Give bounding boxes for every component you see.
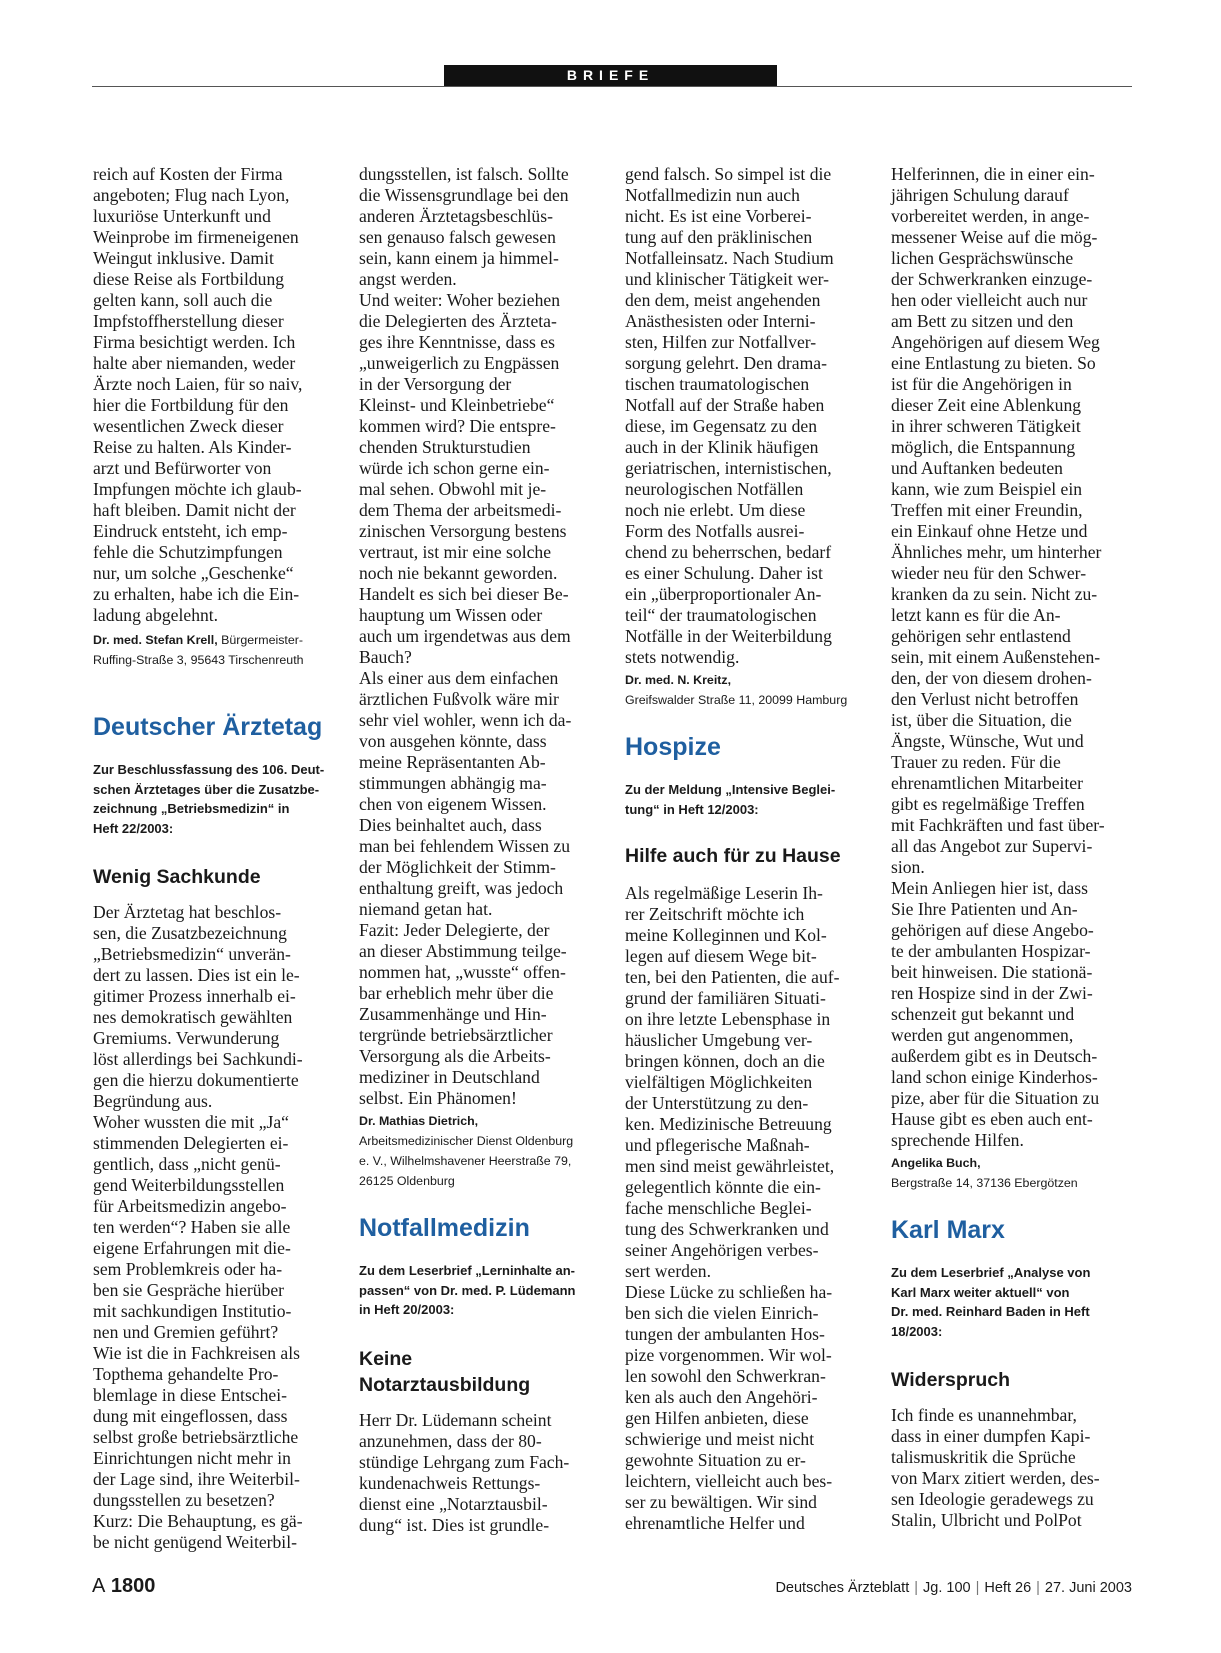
text-line: Ich finde es unannehmbar, [891, 1405, 1077, 1425]
text-line: Dies beinhaltet auch, dass [359, 815, 542, 835]
text-line: sten, Hilfen zur Notfallver- [625, 332, 817, 352]
text-line: gehörigen sehr entlastend [891, 626, 1071, 646]
text-line: Versorgung als die Arbeits- [359, 1046, 551, 1066]
text-line: Arbeitsmedizinischer Dienst Oldenburg [359, 1134, 574, 1148]
text-line: tung des Schwerkranken und [625, 1219, 829, 1239]
text-line: hier die Fortbildung für den [93, 395, 289, 415]
text-line: den, der von diesem drohen- [891, 668, 1092, 688]
text-line: vorbereitet werden, in ange- [891, 206, 1090, 226]
text-line: der Schwerkranken einzuge- [891, 269, 1093, 289]
text-line: passen“ von Dr. med. P. Lüdemann [359, 1282, 576, 1298]
text-line: beit hinweisen. Die stationä- [891, 962, 1093, 982]
text-line: anderen Ärztetagsbeschlüs- [359, 206, 553, 226]
text-line: ein „überproportionaler An- [625, 584, 822, 604]
text-line: Angehörigen auf diesem Weg [891, 332, 1100, 352]
text-line: tungen der ambulanten Hos- [625, 1324, 825, 1344]
text-line: außerdem gibt es in Deutsch- [891, 1046, 1098, 1066]
signature-address [359, 1131, 611, 1191]
text-line: gen die hierzu dokumentierte [93, 1070, 299, 1090]
text-line: chen von eigenem Wissen. [359, 794, 547, 814]
text-line: Zu der Meldung „Intensive Beglei- [625, 782, 836, 797]
text-line: leichtern, vielleicht auch bes- [625, 1471, 833, 1491]
text-line: gelten kann, soll auch die [93, 290, 273, 310]
text-line: meine Repräsentanten Ab- [359, 752, 546, 772]
text-line: Zu dem Leserbrief „Lerninhalte an- [359, 1263, 575, 1278]
text-line: mal sehen. Obwohl mit je- [359, 479, 547, 499]
text-line: pize, aber für die Situation zu [891, 1088, 1100, 1108]
text-line: Notarztausbildung [359, 1373, 531, 1396]
text-line: Notfälle in der Weiterbildung [625, 626, 832, 646]
text-line: und klinischer Tätigkeit wer- [625, 269, 830, 289]
letter-text [891, 164, 1143, 1151]
text-line: und Auftanken bedeuten [891, 458, 1063, 478]
text-line: sehr viel wohler, wenn ich da- [359, 710, 572, 730]
text-line: wesentlichen Zweck dieser [93, 416, 284, 436]
text-line: Begründung aus. [93, 1091, 213, 1111]
section-heading: Hospize [625, 733, 721, 761]
text-line: ehrenamtlichen Mitarbeiter [891, 773, 1083, 793]
text-line: Eindruck entsteht, ich emp- [93, 521, 288, 541]
text-line: Und weiter: Woher beziehen [359, 290, 560, 310]
text-line: es einer Schulung. Daher ist [625, 563, 823, 583]
text-line: Topthema gehandelte Pro- [93, 1364, 279, 1384]
letter-text [891, 1405, 1143, 1531]
text-line: gibt es regelmäßige Treffen [891, 794, 1085, 814]
letter-headline: Hilfe auch für zu Hause [625, 845, 841, 867]
text-line: nur, um solche „Geschenke“ [93, 563, 294, 583]
text-line: grund der familiären Situati- [625, 988, 826, 1008]
signature-address: Bergstraße 14, 37136 Ebergötzen [891, 1176, 1078, 1190]
text-line: ladung abgelehnt. [93, 605, 219, 625]
text-line: Kurz: Die Behauptung, es gä- [93, 1511, 303, 1531]
text-line: Als einer aus dem einfachen [359, 668, 559, 688]
text-line: stimmenden Delegierten ei- [93, 1133, 289, 1153]
text-line: noch nie erlebt. Um diese [625, 500, 806, 520]
text-line: Wie ist die in Fachkreisen als [93, 1343, 300, 1363]
text-line: Der Ärztetag hat beschlos- [93, 902, 282, 922]
text-line: hen oder vielleicht auch nur [891, 290, 1088, 310]
text-line: ken. Medizinische Betreuung [625, 1114, 832, 1134]
text-line: jährigen Schulung darauf [891, 185, 1069, 205]
text-line: in der Versorgung der [359, 374, 512, 394]
text-line: chenden Strukturstudien [359, 437, 531, 457]
text-line: gitimer Prozess innerhalb ei- [93, 986, 296, 1006]
text-line: der Lage sind, ihre Weiterbil- [93, 1469, 300, 1489]
text-line: gen Hilfen anbieten, diese [625, 1408, 809, 1428]
section-tab: BRIEFE [444, 65, 777, 86]
text-line: Treffen mit einer Freundin, [891, 500, 1083, 520]
text-line: löst allerdings bei Sachkundi- [93, 1049, 303, 1069]
text-line: sion. [891, 857, 925, 877]
text-line: kundenachweis Rettungs- [359, 1472, 541, 1493]
text-line: Kleinst- und Kleinbetriebe“ [359, 395, 555, 415]
text-line: am Bett zu sitzen und den [891, 311, 1074, 331]
text-line: würde ich schon gerne ein- [359, 458, 550, 478]
text-line: der Unterstützung zu den- [625, 1093, 809, 1113]
text-line: Impfstoffherstellung dieser [93, 311, 284, 331]
text-line: seiner Angehörigen verbes- [625, 1240, 819, 1260]
text-line: all das Angebot zur Supervi- [891, 836, 1093, 856]
text-line: von ausgehen könnte, dass [359, 731, 547, 751]
text-line: den Verlust nicht betroffen [891, 689, 1079, 709]
text-line: Zur Beschlussfassung des 106. Deut- [93, 762, 325, 777]
text-line: kranken da zu sein. Nicht zu- [891, 584, 1098, 604]
text-line: auch in der Klinik häufigen [625, 437, 819, 457]
text-line: noch nie bekannt geworden. [359, 563, 558, 583]
section-heading: Deutscher Ärztetag [93, 713, 323, 741]
text-line: Stalin, Ulbricht und PolPot [891, 1510, 1082, 1530]
text-line: fache menschliche Beglei- [625, 1198, 812, 1218]
text-line: der Möglichkeit der Stimm- [359, 857, 556, 877]
text-line: den dem, meist angehenden [625, 290, 821, 310]
text-line: gend Weiterbildungsstellen [93, 1175, 285, 1195]
text-line: sprechende Hilfen. [891, 1130, 1024, 1150]
text-line: haft bleiben. Damit nicht der [93, 500, 296, 520]
letter-headline: Widerspruch [891, 1369, 1011, 1391]
text-line: „unweigerlich zu Engpässen [359, 353, 560, 373]
text-line: stimmungen abhängig ma- [359, 773, 547, 793]
text-line: ken als auch den Angehöri- [625, 1387, 818, 1407]
text-line: dung“ ist. Dies ist grundle- [359, 1514, 550, 1535]
text-line: von Marx zitiert werden, des- [891, 1468, 1100, 1488]
text-line: in Heft 20/2003: [359, 1302, 455, 1317]
text-line: dung mit eingeflossen, dass [93, 1406, 288, 1426]
text-line: niemand getan hat. [359, 899, 493, 919]
text-line: möglich, die Entspannung [891, 437, 1076, 457]
text-line: 26125 Oldenburg [359, 1174, 455, 1188]
text-line: chend zu beherrschen, bedarf [625, 542, 832, 562]
text-line: in ihrer schweren Tätigkeit [891, 416, 1081, 436]
text-line: Zusammenhänge und Hin- [359, 1004, 547, 1024]
letter-intro [625, 780, 877, 819]
text-line: gehörigen auf diese Angebo- [891, 920, 1094, 940]
text-line: zinischen Versorgung bestens [359, 521, 567, 541]
text-line: eine Entlastung zu bieten. So [891, 353, 1096, 373]
column-4 [891, 164, 1143, 1531]
letter-intro [359, 1261, 611, 1320]
text-line: tischen traumatologischen [625, 374, 810, 394]
text-line: ten werden“? Haben sie alle [93, 1217, 291, 1237]
text-line: sein, kann einem ja himmel- [359, 248, 559, 268]
text-line: Ärzte noch Laien, für so naiv, [93, 374, 303, 394]
letter-headline: Wenig Sachkunde [93, 866, 261, 888]
text-line: man bei fehlendem Wissen zu [359, 836, 571, 856]
text-line: dass in einer dumpfen Kapi- [891, 1426, 1091, 1446]
text-line: sem Problemkreis oder ha- [93, 1259, 283, 1279]
text-line: lichen Gesprächswünsche [891, 248, 1074, 268]
text-line: fehle die Schutzimpfungen [93, 542, 283, 562]
text-line: diese, im Gegensatz zu den [625, 416, 817, 436]
text-line: teil“ der traumatologischen [625, 605, 817, 625]
text-line: sen, die Zusatzbezeichnung [93, 923, 287, 943]
text-line: ein Einkauf ohne Hetze und [891, 521, 1088, 541]
text-line: nes demokratisch gewählten [93, 1007, 293, 1027]
text-line: nommen hat, „wusste“ offen- [359, 962, 566, 982]
signature: Angelika Buch, [891, 1156, 981, 1170]
signature-address: Greifswalder Straße 11, 20099 Hamburg [625, 693, 848, 707]
text-line: mit sachkundigen Institutio- [93, 1301, 292, 1321]
text-line: len sowohl den Schwerkran- [625, 1366, 826, 1386]
text-line: Notfalleinsatz. Nach Studium [625, 248, 834, 268]
text-line: „Betriebsmedizin“ unverän- [93, 944, 291, 964]
letter-headline [359, 1346, 611, 1398]
text-line: kommen wird? Die entspre- [359, 416, 556, 436]
text-line: pize vorgenommen. Wir wol- [625, 1345, 832, 1365]
text-line: e. V., Wilhelmshavener Heerstraße 79, [359, 1154, 572, 1168]
text-line: Zu dem Leserbrief „Analyse von [891, 1265, 1091, 1280]
text-line: tergründe betriebsärztlicher [359, 1025, 553, 1045]
header-rule [92, 86, 1132, 87]
text-line: eigene Erfahrungen mit die- [93, 1238, 291, 1258]
text-line: anzunehmen, dass der 80- [359, 1430, 542, 1451]
text-line: zu erhalten, habe ich die Ein- [93, 584, 300, 604]
text-line: dungsstellen zu besetzen? [93, 1490, 275, 1510]
text-line: sorgung gelehrt. Den drama- [625, 353, 827, 373]
text-line: Anästhesisten oder Interni- [625, 311, 816, 331]
text-line: Gremiums. Verwunderung [93, 1028, 280, 1048]
text-line: geriatrischen, internistischen, [625, 458, 832, 478]
text-line: selbst große betriebsärztliche [93, 1427, 299, 1447]
text-line: sein, mit einem Außenstehen- [891, 647, 1101, 667]
text-line: Notfallmedizin nun auch [625, 185, 800, 205]
text-line: die Delegierten des Ärzteta- [359, 311, 557, 331]
text-line: ist für die Angehörigen in [891, 374, 1072, 394]
text-line: diese Reise als Fortbildung [93, 269, 285, 289]
section-heading: Karl Marx [891, 1216, 1005, 1244]
text-line: 18/2003: [891, 1323, 943, 1339]
text-line: stets notwendig. [625, 647, 740, 667]
letter-text [359, 164, 611, 1109]
text-line: kann, wie zum Beispiel ein [891, 479, 1083, 499]
text-line: gend falsch. So simpel ist die [625, 164, 832, 184]
text-line: an dieser Abstimmung teilge- [359, 941, 567, 961]
text-line: bar erheblich mehr über die [359, 983, 554, 1003]
text-line: werden gut angenommen, [891, 1025, 1074, 1045]
section-heading: Notfallmedizin [359, 1214, 530, 1242]
text-line: te der ambulanten Hospizar- [891, 941, 1091, 961]
text-line: ser zu bewältigen. Wir sind [625, 1492, 817, 1512]
signature: Dr. med. N. Kreitz, [625, 673, 732, 687]
text-line: Weingut inklusive. Damit [93, 248, 274, 268]
text-line: Einrichtungen nicht mehr in [93, 1448, 291, 1468]
text-line: ben sie Gespräche hierüber [93, 1280, 284, 1300]
text-line: talismuskritik die Sprüche [891, 1447, 1076, 1467]
text-line: blemlage in diese Entschei- [93, 1385, 287, 1405]
text-line: Sie Ihre Patienten und An- [891, 899, 1078, 919]
text-line: Ängste, Wünsche, Wut und [891, 731, 1084, 751]
text-line: vertraut, ist mir eine solche [359, 542, 552, 562]
text-line: gewohnte Situation zu er- [625, 1450, 806, 1470]
letter-text [93, 164, 345, 626]
text-line: ges ihre Kenntnisse, dass es [359, 332, 555, 352]
text-line: reich auf Kosten der Firma [93, 164, 283, 184]
text-line: nicht. Es ist eine Vorberei- [625, 206, 812, 226]
text-line: dungsstellen, ist falsch. Sollte [359, 164, 569, 184]
text-line: vielfältigen Möglichkeiten [625, 1072, 813, 1092]
text-line: dem Thema der arbeitsmedi- [359, 500, 562, 520]
text-line: wieder neu für den Schwer- [891, 563, 1087, 583]
text-line: ärztlichen Fußvolk wäre mir [359, 689, 559, 709]
text-line: Bauch? [359, 647, 412, 667]
text-line: häuslicher Umgebung ver- [625, 1030, 813, 1050]
text-line: selbst. Ein Phänomen! [359, 1088, 517, 1108]
text-line: schenzeit gut bekannt und [891, 1004, 1075, 1024]
text-line: ten, bei den Patienten, die auf- [625, 967, 840, 987]
signature-address: Ruffing-Straße 3, 95643 Tirschenreuth [93, 653, 304, 667]
text-line: be nicht genügend Weiterbil- [93, 1532, 297, 1552]
text-line: Mein Anliegen hier ist, dass [891, 878, 1088, 898]
letter-text [625, 883, 877, 1534]
column-2 [359, 164, 611, 1536]
text-line: Reise zu halten. Als Kinder- [93, 437, 292, 457]
page-number: A 1800 [92, 1575, 156, 1597]
text-line: stündige Lehrgang zum Fach- [359, 1451, 570, 1472]
letter-text [359, 1410, 611, 1536]
text-line: halte aber niemanden, weder [93, 353, 296, 373]
text-line: Firma besichtigt werden. Ich [93, 332, 296, 352]
text-line: Hause gibt es eben auch ent- [891, 1109, 1093, 1129]
text-line: meine Kolleginnen und Kol- [625, 925, 827, 945]
text-line: Woher wussten die mit „Ja“ [93, 1112, 289, 1132]
column-3 [625, 164, 877, 1534]
text-line: luxuriöse Unterkunft und [93, 206, 271, 226]
text-line: enthaltung greift, was jedoch [359, 878, 564, 898]
text-line: on ihre letzte Lebensphase in [625, 1009, 831, 1029]
text-line: tung“ in Heft 12/2003: [625, 801, 759, 817]
text-line: Diese Lücke zu schließen ha- [625, 1282, 833, 1302]
text-line: Trauer zu reden. Für die [891, 752, 1061, 772]
text-line: rer Zeitschrift möchte ich [625, 904, 805, 924]
text-line: gentlich, dass „nicht genü- [93, 1154, 281, 1174]
text-line: dieser Zeit eine Ablenkung [891, 395, 1082, 415]
text-line: sen Ideologie geradewegs zu [891, 1489, 1094, 1509]
text-line: mediziner in Deutschland [359, 1067, 540, 1087]
letter-intro [93, 760, 345, 838]
text-line: die Wissensgrundlage bei den [359, 185, 569, 205]
signature: Dr. Mathias Dietrich, [359, 1114, 479, 1128]
text-line: gelegentlich könnte die ein- [625, 1177, 821, 1197]
text-line: neurologischen Notfällen [625, 479, 804, 499]
text-line: für Arbeitsmedizin angebo- [93, 1196, 287, 1216]
text-line: dienst eine „Notarztausbil- [359, 1493, 548, 1514]
text-line: messener Weise auf die mög- [891, 227, 1098, 247]
letter-intro [891, 1263, 1143, 1341]
signature: Dr. med. Stefan Krell, Bürgermeister- [93, 633, 304, 647]
text-line: ren Hospize sind in der Zwi- [891, 983, 1093, 1003]
text-line: Dr. med. Reinhard Baden in Heft [891, 1304, 1090, 1319]
journal-info: Deutsches Ärzteblatt | Jg. 100 | Heft 26 | 27. Juni 2003 [775, 1580, 1132, 1596]
text-line: land schon einige Kinderhos- [891, 1067, 1098, 1087]
column-1 [93, 164, 345, 1553]
text-line: sert werden. [625, 1261, 711, 1281]
text-line: Notfall auf der Straße haben [625, 395, 825, 415]
text-line: Weinprobe im firmeneigenen [93, 227, 299, 247]
text-line: Herr Dr. Lüdemann scheint [359, 1409, 552, 1430]
text-line: ben sich die vielen Einrich- [625, 1303, 819, 1323]
letter-text [625, 164, 877, 668]
text-line: arzt und Befürworter von [93, 458, 272, 478]
text-line: mit Fachkräften und fast über- [891, 815, 1105, 835]
text-line: dert zu lassen. Dies ist ein le- [93, 965, 300, 985]
text-line: Als regelmäßige Leserin Ih- [625, 883, 823, 903]
text-line: tung auf den präklinischen [625, 227, 813, 247]
text-line: und pflegerische Maßnah- [625, 1135, 810, 1155]
text-line: ehrenamtliche Helfer und [625, 1513, 805, 1533]
text-line: angeboten; Flug nach Lyon, [93, 185, 290, 205]
text-line: legen auf diesem Wege bit- [625, 946, 817, 966]
text-line: Karl Marx weiter aktuell“ von [891, 1284, 1070, 1300]
text-line: sen genauso falsch gewesen [359, 227, 556, 247]
text-line: Handelt es sich bei dieser Be- [359, 584, 569, 604]
text-line: hauptung um Wissen oder [359, 605, 543, 625]
text-line: nen und Gremien geführt? [93, 1322, 279, 1342]
text-line: Heft 22/2003: [93, 820, 174, 836]
text-line: Impfungen möchte ich glaub- [93, 479, 302, 499]
text-line: Helferinnen, die in einer ein- [891, 164, 1095, 184]
text-line: auch um irgendetwas aus dem [359, 626, 571, 646]
text-line: schen Ärztetages über die Zusatzbe- [93, 781, 320, 797]
text-line: angst werden. [359, 269, 457, 289]
text-line: Form des Notfalls ausrei- [625, 521, 805, 541]
text-line: Fazit: Jeder Delegierte, der [359, 920, 550, 940]
text-line: Ähnliches mehr, um hinterher [891, 542, 1102, 562]
text-line: bringen können, doch an die [625, 1051, 825, 1071]
text-line: Keine [359, 1347, 413, 1370]
text-line: men sind meist gewährleistet, [625, 1156, 835, 1176]
text-line: schwierige und meist nicht [625, 1429, 815, 1449]
text-line: ist, über die Situation, die [891, 710, 1072, 730]
text-line: letzt kann es für die An- [891, 605, 1061, 625]
text-line: zeichnung „Betriebsmedizin“ in [93, 801, 290, 816]
letter-text [93, 902, 345, 1553]
